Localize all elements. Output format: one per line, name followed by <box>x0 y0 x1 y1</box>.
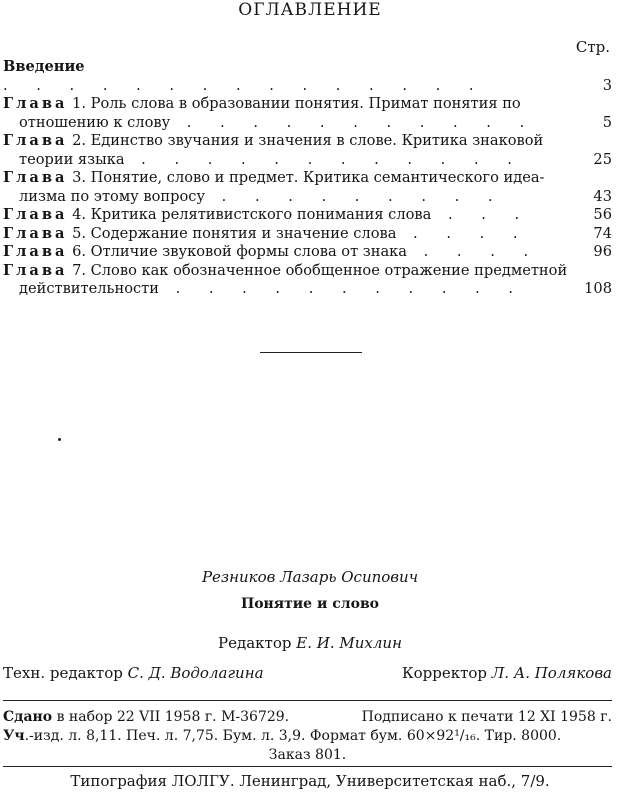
toc-title: 4. Критика релятивистского понимания слова <box>72 206 432 223</box>
leader-dots: . . . . . . . . . <box>205 187 505 205</box>
imprint-top-rule <box>3 700 612 701</box>
toc-title: Введение <box>3 58 85 75</box>
toc-page-number: 74 <box>593 224 612 242</box>
toc-page-number: 43 <box>593 187 612 205</box>
tech-editor <box>3 664 264 682</box>
tech-editor-label: Техн. редактор <box>3 664 123 682</box>
chapter-prefix: Глава <box>3 132 68 149</box>
toc-page-number: 5 <box>602 113 612 131</box>
toc-title-continued: теории языка <box>19 150 125 168</box>
imprint-block <box>3 708 612 765</box>
order-number: Заказ 801. <box>268 747 347 763</box>
toc-entry <box>3 132 612 169</box>
editor-name: Е. И. Михлин <box>296 634 402 652</box>
uch-text: .-изд. л. 8,11. Печ. л. 7,75. Бум. л. 3,9. Формат бум. 60×92¹/₁₆. Тир. 8000. <box>24 728 562 744</box>
leader-dots: . . . . . . . . . . . . . . . <box>3 76 486 94</box>
toc-title: 5. Содержание понятия и значение слова <box>72 224 397 242</box>
toc-entry <box>3 58 612 95</box>
leader-dots: . . . . <box>396 224 530 242</box>
toc-entry <box>3 262 612 299</box>
chapter-prefix: Глава <box>3 169 68 186</box>
leader-dots: . . . . . . . . . . . <box>158 280 526 297</box>
toc-title: 3. Понятие, слово и предмет. Критика семантического идеа- <box>72 169 545 186</box>
toc-page-number: 3 <box>602 76 612 94</box>
leader-dots: . . . <box>431 206 532 223</box>
chapter-prefix: Глава <box>3 261 68 279</box>
chapter-prefix: Глава <box>3 243 68 260</box>
toc-title: 6. Отличие звуковой формы слова от знака <box>72 243 407 260</box>
toc-title: 1. Роль слова в образовании понятия. Примат понятия по <box>72 95 521 112</box>
printer-top-rule <box>3 766 612 767</box>
leader-dots: . . . . . . . . . . . . <box>124 150 524 168</box>
leader-dots: . . . . . . . . . . . <box>170 113 537 131</box>
chapter-prefix: Глава <box>3 224 68 242</box>
book-title: Понятие и слово <box>240 596 380 612</box>
page-title: ОГЛАВЛЕНИЕ <box>238 0 382 20</box>
toc-entry <box>3 95 612 132</box>
editor-line <box>0 634 620 652</box>
toc-entry <box>3 243 612 262</box>
table-of-contents <box>3 58 612 299</box>
uch-label: Уч <box>3 728 25 744</box>
section-divider <box>260 352 362 353</box>
proofreader-name: Л. А. Полякова <box>491 664 612 682</box>
toc-title: 7. Слово как обозначенное обобщенное отражение предметной <box>72 261 568 279</box>
printer-line: Типография ЛОЛГУ. Ленинград, Университетская наб., 7/9. <box>70 772 550 790</box>
editor-label: Редактор <box>218 634 292 652</box>
leader-dots: . . . . <box>407 243 541 260</box>
sent-text: в набор 22 VII 1958 г. М-36729. <box>56 709 290 725</box>
chapter-prefix: Глава <box>3 206 68 223</box>
author-name: Резников Лазарь Осипович <box>201 568 419 586</box>
toc-title-continued: лизма по этому вопросу <box>19 187 206 205</box>
toc-title: 2. Единство звучания и значения в слове. Критика знаковой <box>72 132 544 149</box>
print-speck <box>58 438 61 441</box>
chapter-prefix: Глава <box>3 95 68 112</box>
signed-text: Подписано к печати 12 XI 1958 г. <box>361 709 612 725</box>
toc-entry <box>3 225 612 244</box>
staff-line <box>3 664 612 682</box>
sent-label: Сдано <box>3 709 53 725</box>
toc-page-number: 96 <box>593 243 612 260</box>
toc-title-continued: отношению к слову <box>19 113 171 131</box>
tech-editor-name: С. Д. Водолагина <box>127 664 264 682</box>
toc-page-number: 25 <box>593 150 612 168</box>
toc-page-number: 56 <box>593 206 612 223</box>
proofreader <box>402 664 612 682</box>
toc-page-number: 108 <box>584 280 612 297</box>
toc-title-continued: действительности <box>19 280 159 297</box>
toc-entry <box>3 206 612 225</box>
page-column-label: Стр. <box>575 38 610 56</box>
proofreader-label: Корректор <box>401 664 487 682</box>
toc-entry <box>3 169 612 206</box>
